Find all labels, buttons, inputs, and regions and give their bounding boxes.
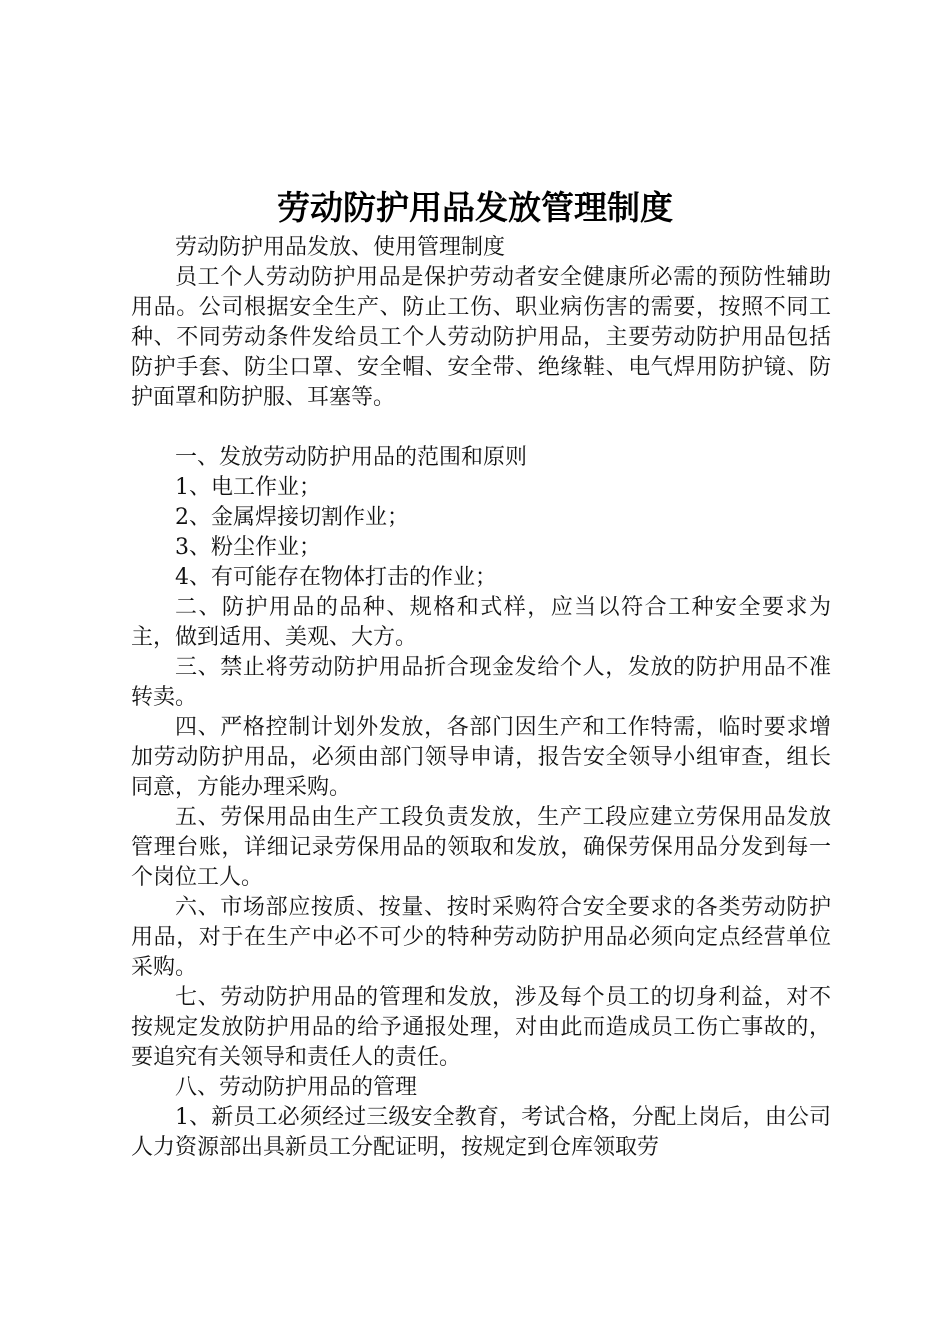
document-title: 劳动防护用品发放管理制度: [277, 188, 673, 227]
section1-item: 2、金属焊接切割作业；: [175, 505, 409, 530]
rule-paragraph-4: 四、严格控制计划外发放，各部门因生产和工作特需，临时要求增加劳动防护用品，必须由部门领导申请，报告安全领导小组审查，组长同意，方能办理采购。: [131, 715, 831, 800]
section1-item: 1、电工作业；: [175, 475, 321, 500]
rule-paragraph-2: 二、防护用品的品种、规格和式样，应当以符合工种安全要求为主，做到适用、美观、大方。: [131, 595, 831, 650]
rule-paragraph-7: 七、劳动防护用品的管理和发放，涉及每个员工的切身利益，对不按规定发放防护用品的给予通报处理，对由此而造成员工伤亡事故的，要追究有关领导和责任人的责任。: [131, 985, 831, 1070]
rule-paragraph-3: 三、禁止将劳动防护用品折合现金发给个人，发放的防护用品不准转卖。: [131, 655, 831, 710]
intro-paragraph: 员工个人劳动防护用品是保护劳动者安全健康所必需的预防性辅助用品。公司根据安全生产、防止工伤、职业病伤害的需要，按照不同工种、不同劳动条件发给员工个人劳动防护用品，主要劳动防护用品包括防护手套、防尘口罩、安全帽、安全带、绝缘鞋、电气焊用防护镜、防护面罩和防护服、耳塞等。: [131, 265, 831, 410]
section1-item: 4、有可能存在物体打击的作业；: [175, 565, 497, 590]
section8-heading: 八、劳动防护用品的管理: [175, 1075, 418, 1100]
rule-paragraph-5: 五、劳保用品由生产工段负责发放，生产工段应建立劳保用品发放管理台账，详细记录劳保用品的领取和发放，确保劳保用品分发到每一个岗位工人。: [131, 805, 831, 890]
section8-item-1: 1、新员工必须经过三级安全教育，考试合格，分配上岗后，由公司人力资源部出具新员工分配证明，按规定到仓库领取劳: [131, 1105, 831, 1160]
section1-heading: 一、发放劳动防护用品的范围和原则: [175, 445, 528, 470]
rule-paragraph-6: 六、市场部应按质、按量、按时采购符合安全要求的各类劳动防护用品，对于在生产中必不可少的特种劳动防护用品必须向定点经营单位采购。: [131, 895, 831, 980]
section1-item: 3、粉尘作业；: [175, 535, 321, 560]
subtitle-paragraph: 劳动防护用品发放、使用管理制度: [175, 235, 506, 260]
paragraph-gap: [131, 413, 831, 443]
document-body: [131, 233, 831, 1163]
